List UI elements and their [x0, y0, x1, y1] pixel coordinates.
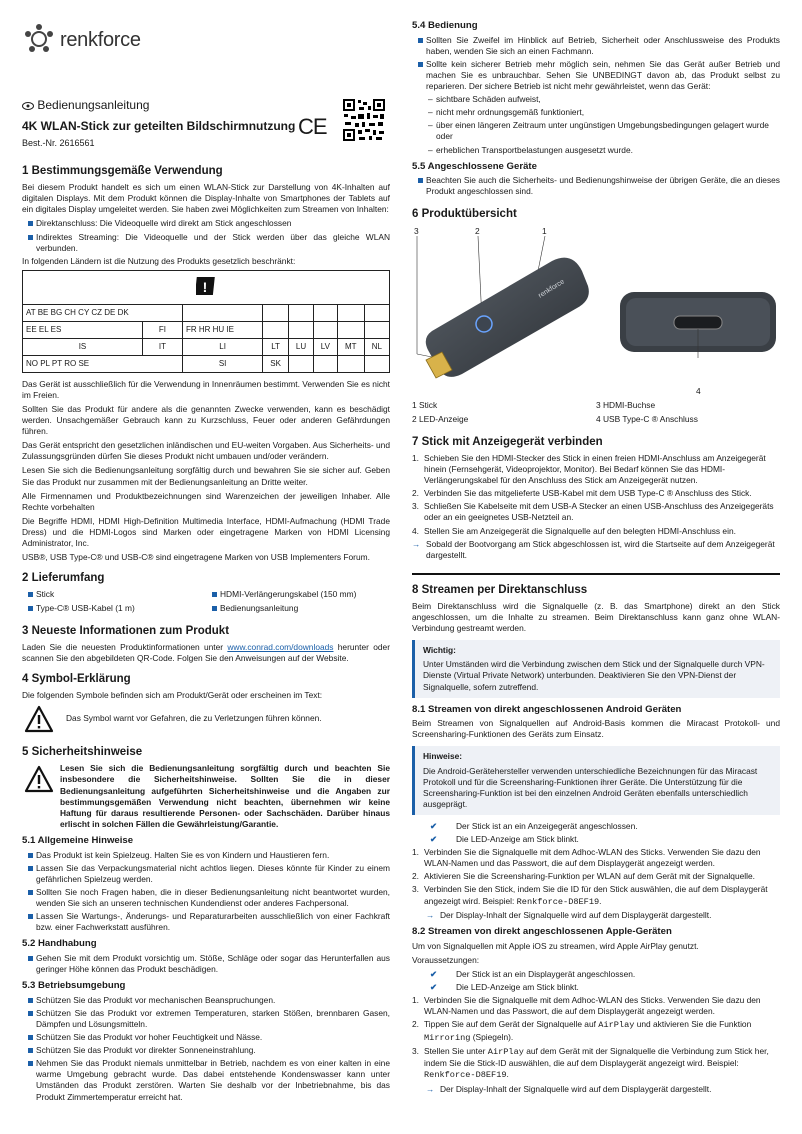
manual-label: Bedienungsanleitung — [37, 98, 150, 112]
restriction-symbol-cell — [23, 270, 390, 304]
step-text: Verbinden Sie das mitgelieferte USB-Kabel mit dem USB Type-C ® Anschluss des Stick. — [424, 488, 752, 499]
note-text: Die Android-Gerätehersteller verwenden unterschiedliche Bezeichnungen für das Miracast Protokoll und für die Screensharing-Funktionen ihrer Geräte. Die Unterstützung für die Screensharing-Funktion ist bei den einzelnen Android Geräten ebenfalls unterschiedlich ausgeprägt. — [423, 765, 758, 809]
table-cell — [337, 321, 364, 338]
table-cell — [182, 304, 262, 321]
step-text: Verbinden Sie die Signalquelle mit dem Adhoc-WLAN des Sticks. Verwenden Sie dazu den WLAN-Namen und das Passwort, die auf dem Displaygerät angezeigt werden. — [424, 994, 761, 1017]
table-cell — [263, 304, 289, 321]
result-item — [412, 910, 780, 921]
step-item: 2. Verbinden Sie das mitgelieferte USB-Kabel mit dem USB Type-C ® Anschluss des Stick. — [412, 488, 752, 499]
paragraph: Um von Signalquellen mit Apple iOS zu streamen, wird Apple AirPlay genutzt. — [412, 940, 699, 951]
section-title: 2 Lieferumfang — [22, 572, 105, 585]
paragraph: Das Gerät entspricht den gesetzlichen inländischen und EU-weiten Vorgaben. Aus Sicherheits- und Zulassungsgründen dürfen Sie dieses Produkt nicht umbauen und/oder verändern. — [22, 440, 390, 462]
checkmark-icon: ✔ — [430, 834, 438, 845]
table-cell — [288, 355, 313, 372]
legend-item: 1 Stick — [412, 399, 438, 410]
table-cell — [288, 321, 313, 338]
legend-item: 4 USB Type-C ® Anschluss — [596, 413, 698, 424]
subsection-title: 8.1 Streamen von direkt angeschlossenen Android Geräten — [412, 703, 682, 715]
check-item — [412, 821, 780, 832]
hint-note — [412, 746, 780, 814]
result-item — [412, 1084, 780, 1095]
result-item — [412, 539, 780, 561]
note-title: Hinweise: — [423, 751, 463, 762]
table-cell: LU — [288, 338, 313, 355]
list-item: Direktanschluss: Die Videoquelle wird direkt am Stick angeschlossen — [22, 218, 390, 229]
svg-text:!: ! — [202, 278, 208, 295]
table-cell: MT — [337, 338, 364, 355]
step-item: 2. Tippen Sie auf dem Gerät der Signalquelle auf AirPlay und aktivieren Sie die Funktion Mirroring (Spiegeln). — [412, 1019, 752, 1043]
table-cell: IS — [23, 338, 143, 355]
step-text: Schieben Sie den HDMI-Stecker des Stick in einen freien HDMI-Anschluss am Anzeigegerät hinein (Fernsehgerät, Videoprojektor, Monitor). Bei Bedarf können Sie das HDMI-Verlängerungskabel für den Anschluss des Stick am Anzeigegerät nutzen. — [424, 452, 766, 486]
table-cell — [337, 304, 364, 321]
section-title: 6 Produktübersicht — [412, 208, 517, 221]
list-item: Schützen Sie das Produkt vor hoher Feuchtigkeit und Nässe. — [22, 1032, 390, 1043]
check-item — [412, 969, 780, 980]
list-item: Nehmen Sie das Produkt niemals unmittelbar in Betrieb, nachdem es von einer kalten in eine warme Umgebung gebracht wurde. Das dabei entstehende Kondenswasser kann unter Umständen das Produkt zerstören. Warten Sie deshalb vor der Inbetriebnahme, bis das Produkt Zimmertemperatur erreicht hat. — [22, 1058, 390, 1102]
list-item: Sollten Sie Zweifel im Hinblick auf Betrieb, Sicherheit oder Anschlussweise des Produkts haben, wenden Sie sich an einen Fachmann. — [412, 35, 780, 57]
warning-triangle-icon — [24, 765, 54, 793]
delivery-contents — [22, 589, 390, 615]
list-item: Das Produkt ist kein Spielzeug. Halten Sie es von Kindern und Haustieren fern. — [22, 850, 390, 861]
legend-item: 3 HDMI-Buchse — [596, 399, 656, 410]
section-divider — [412, 573, 780, 575]
step-text: Verbinden Sie den Stick, indem Sie die ID für den Stick auswählen, die auf dem Displaygerät angezeigt wird. Beispiel: — [424, 884, 768, 906]
step-item: 1. Verbinden Sie die Signalquelle mit dem Adhoc-WLAN des Sticks. Verwenden Sie dazu den WLAN-Namen und das Passwort, die auf dem Displaygerät angezeigt werden. — [412, 847, 761, 869]
qr-code-icon[interactable] — [342, 98, 386, 142]
product-title: 4K WLAN-Stick zur geteilten Bildschirmnutzung — [22, 118, 296, 133]
note-title: Wichtig: — [423, 645, 456, 656]
table-cell — [263, 321, 289, 338]
check-text: Die LED-Anzeige am Stick blinkt. — [456, 981, 579, 992]
table-cell — [288, 304, 313, 321]
symbol-row — [22, 705, 390, 737]
manual-header — [22, 98, 390, 150]
step-text: Stellen Sie am Anzeigegerät die Signalquelle auf den belegten HDMI-Anschluss ein. — [424, 525, 736, 536]
callout-label: 2 — [475, 225, 480, 236]
table-cell: NL — [364, 338, 389, 355]
subsection-title: 5.4 Bedienung — [412, 20, 478, 31]
brand-name: renkforce — [60, 29, 141, 51]
table-cell — [364, 355, 389, 372]
check-text: Der Stick ist an ein Displaygerät angeschlossen. — [456, 968, 636, 979]
result-text: Der Display-Inhalt der Signalquelle wird auf dem Displaygerät dargestellt. — [440, 1083, 712, 1094]
callout-label: 4 — [696, 385, 701, 396]
step-item: 3. Stellen Sie unter AirPlay auf dem Gerät mit der Signalquelle die Verbindung zum Stick her, indem Sie die Stick-ID auswählen, die auf dem Displaygerät angezeigt wird. Beispiel: Renkforce-D8EF19. — [412, 1045, 769, 1081]
mono-term: AirPlay — [598, 1020, 635, 1031]
paragraph: Bei diesem Produkt handelt es sich um einen WLAN-Stick zur Darstellung von 4K-Inhalten auf digitalen Displays. Mit dem Produkt können die Display-Inhalte von Smartphones der Tablets auf ein digitales Display umgeleitet werden. Sie haben zwei Möglichkeiten zum Streamen von Inhalten: — [22, 182, 390, 215]
left-content — [22, 156, 390, 1105]
step-text: auf dem Gerät mit der Signalquelle die Verbindung zum Stick her, indem Sie die Stick-ID auswählen, die auf dem Displaygerät angezeigt wird. Beispiel: — [424, 1045, 769, 1069]
checkmark-icon: ✔ — [430, 968, 438, 979]
step-text: und aktivieren Sie die Funktion — [634, 1019, 752, 1030]
warning-description: Das Symbol warnt vor Gefahren, die zu Verletzungen führen können. — [66, 713, 322, 724]
step-text: Schließen Sie Kabelseite mit dem USB-A Stecker an einen USB-Anschluss des Anzeigegeräts oder an ein geeignetes USB-Netzteil an. — [424, 501, 774, 523]
step-item: 3. Schließen Sie Kabelseite mit dem USB-A Stecker an einen USB-Anschluss des Anzeigegeräts oder an ein geeignetes USB-Netzteil an. — [412, 501, 774, 523]
result-text: Sobald der Bootvorgang am Stick abgeschlossen ist, wird die Startseite auf dem Anzeigegerät dargestellt. — [426, 538, 775, 560]
mono-term: Mirroring — [424, 1032, 471, 1043]
step-text: Aktivieren Sie die Screensharing-Funktion per WLAN auf dem Gerät mit der Signalquelle. — [424, 871, 755, 882]
table-cell: NO PL PT RO SE — [23, 355, 183, 372]
paragraph: Alle Firmennamen und Produktbezeichnungen sind Warenzeichen der jeweiligen Inhaber. Alle Rechte vorbehalten — [22, 490, 390, 512]
section-title: 7 Stick mit Anzeigegerät verbinden — [412, 435, 603, 448]
list-item: Schützen Sie das Produkt vor direkter Sonneneinstrahlung. — [22, 1045, 390, 1056]
arrow-right-icon: → — [426, 1083, 435, 1094]
step-item: 1. Verbinden Sie die Signalquelle mit dem Adhoc-WLAN des Sticks. Verwenden Sie dazu den WLAN-Namen und das Passwort, die auf dem Displaygerät angezeigt werden. — [412, 994, 761, 1017]
list-item: Indirektes Streaming: Die Videoquelle und der Stick werden über das gleiche WLAN verbunden. — [22, 232, 390, 254]
subsection-title: 5.3 Betriebsumgebung — [22, 980, 126, 992]
important-note — [412, 640, 780, 697]
list-item: Sollte kein sicherer Betrieb mehr möglich sein, nehmen Sie das Gerät außer Betrieb und machen Sie es unbrauchbar. Sehen Sie UNBEDINGT davon ab, das Produkt selbst zu reparieren. Der sichere Betrieb ist nicht mehr gewährleistet, wenn das Gerät: — [412, 59, 780, 92]
step-text: Verbinden Sie die Signalquelle mit dem Adhoc-WLAN des Sticks. Verwenden Sie dazu den WLAN-Namen und das Passwort, die auf dem Displaygerät angezeigt werden. — [424, 847, 761, 869]
paragraph: Sollten Sie das Produkt für andere als die genannten Zwecke verwenden, kann es beschädigt werden. Unsachgemäßer Gebrauch kann zu Kurzschluss, Feuer oder anderen Gefährdungen führen. — [22, 404, 390, 437]
example-id: Renkforce-D8EF19 — [424, 1070, 507, 1081]
list-item: Beachten Sie auch die Sicherheits- und Bedienungshinweise der übrigen Geräte, die an dieses Produkt angeschlossen sind. — [412, 175, 780, 197]
table-cell: LV — [314, 338, 338, 355]
check-item — [412, 834, 780, 845]
callout-label: 3 — [414, 225, 419, 236]
eye-icon — [22, 102, 34, 110]
product-overview-figure — [412, 226, 780, 398]
check-text: Die LED-Anzeige am Stick blinkt. — [456, 834, 579, 845]
paragraph: Voraussetzungen: — [412, 954, 480, 965]
country-restrictions-table — [22, 270, 390, 373]
table-cell — [314, 355, 338, 372]
section-title: 5 Sicherheitshinweise — [22, 746, 143, 759]
step-text: (Spiegeln). — [470, 1031, 514, 1042]
table-cell: LT — [263, 338, 289, 355]
list-item: – über einen längeren Zeitraum unter ungünstigen Umgebungsbedingungen gelagert wurde oder — [412, 120, 780, 142]
renkforce-logo-icon — [22, 22, 56, 56]
section-title: 3 Neueste Informationen zum Produkt — [22, 624, 230, 637]
restriction-icon — [196, 275, 216, 297]
table-cell — [314, 321, 338, 338]
table-cell: FI — [142, 321, 182, 338]
paragraph: Beim Streamen von Signalquellen auf Android-Basis kommen die Miracast Protokoll- und Screensharing-Funktionen des Geräts zum Einsatz. — [412, 718, 780, 740]
safety-bold-text: Lesen Sie sich die Bedienungsanleitung sorgfältig durch und beachten Sie insbesondere die Sicherheitshinweise. Sollten Sie die in dieser Bedienungsanleitung aufgeführten Sicherheitshinweise und die Angaben zur bestimmungsgemäßen Verwendung nicht beachten, übernehmen wir keine Haftung für daraus resultierende Personen- oder Sachschäden. Darüber hinaus erlischt in solchen Fällen die Gewährleistung/Garantie. — [60, 763, 390, 829]
table-cell — [314, 304, 338, 321]
list-item: Stick — [22, 589, 206, 600]
list-item: Type-C® USB-Kabel (1 m) — [22, 603, 206, 614]
section-title: 8 Streamen per Direktanschluss — [412, 583, 588, 596]
check-item — [412, 982, 780, 993]
arrow-right-icon: → — [412, 538, 421, 549]
step-text: Tippen Sie auf dem Gerät der Signalquelle auf — [424, 1019, 599, 1030]
paragraph: Beim Direktanschluss wird die Signalquelle (z. B. das Smartphone) direkt an den Stick angeschlossen, um die Inhalte zu streamen. Beim Direktanschluss kann ganz ohne WLAN-Verbindung gestreamt werden. — [412, 600, 780, 634]
list-item: Schützen Sie das Produkt vor extremen Temperaturen, starken Stößen, brennbaren Gasen, Dämpfen und Lösungsmitteln. — [22, 1008, 390, 1030]
ce-mark: CE — [298, 114, 327, 139]
table-cell — [337, 355, 364, 372]
table-cell — [364, 321, 389, 338]
text: Laden Sie die neuesten Produktinformationen unter — [22, 641, 228, 652]
list-item: Bedienungsanleitung — [206, 603, 390, 614]
list-item: Lassen Sie Wartungs-, Änderungs- und Reparaturarbeiten ausschließlich von einer Fachkraft bzw. einer Fachwerkstatt ausführen. — [22, 911, 390, 933]
check-text: Der Stick ist an ein Anzeigegerät angeschlossen. — [456, 820, 638, 831]
safety-intro — [22, 763, 390, 830]
section-title: 4 Symbol-Erklärung — [22, 672, 131, 685]
step-item: 3. Verbinden Sie den Stick, indem Sie die ID für den Stick auswählen, die auf dem Displaygerät angezeigt wird. Beispiel: Renkforce-D8EF19. — [412, 884, 768, 907]
stick-image — [412, 236, 597, 386]
step-item: 4. Stellen Sie am Anzeigegerät die Signalquelle auf den belegten HDMI-Anschluss ein. — [412, 525, 736, 536]
result-text: Der Display-Inhalt der Signalquelle wird auf dem Displaygerät dargestellt. — [440, 909, 712, 920]
manual-label-row — [22, 98, 390, 114]
stick-end-image — [618, 286, 778, 358]
callout-label: 1 — [542, 225, 547, 236]
table-cell: AT BE BG CH CY CZ DE DK — [23, 304, 183, 321]
step-item: 1. Schieben Sie den HDMI-Stecker des Stick in einen freien HDMI-Anschluss am Anzeigegerät hinein (Fernsehgerät, Videoprojektor, Monitor). Bei Bedarf können Sie das HDMI-Verlängerungskabel für den Anschluss des Stick am Anzeigegerät nutzen. — [412, 452, 766, 486]
paragraph: In folgenden Ländern ist die Nutzung des Produkts gesetzlich beschränkt: — [22, 255, 296, 266]
right-content — [412, 16, 780, 1097]
checkmark-icon: ✔ — [430, 820, 438, 831]
table-cell: LI — [182, 338, 262, 355]
subsection-title: 5.2 Handhabung — [22, 938, 97, 950]
list-item: – sichtbare Schäden aufweist, — [412, 94, 780, 105]
list-item: Lassen Sie das Verpackungsmaterial nicht achtlos liegen. Dieses könnte für Kinder zu einem gefährlichen Spielzeug werden. — [22, 863, 390, 885]
paragraph: USB®, USB Type-C® und USB-C® sind eingetragene Marken von USB Implementers Forum. — [22, 552, 370, 563]
legend-item: 2 LED-Anzeige — [412, 413, 469, 424]
note-text: Unter Umständen wird die Verbindung zwischen dem Stick und der Signalquelle durch VPN-Dienste (Virtual Private Network) unterbunden. Deaktivieren Sie den VPN-Dienst der Signalquelle, sofern zutreffend. — [423, 659, 765, 692]
warning-triangle-icon — [24, 705, 54, 733]
subsection-title: 8.2 Streamen von direkt angeschlossenen Apple-Geräten — [412, 925, 672, 937]
list-item: – nicht mehr ordnungsgemäß funktioniert, — [412, 107, 780, 118]
brand-logo — [22, 22, 182, 58]
list-item: Gehen Sie mit dem Produkt vorsichtig um. Stöße, Schläge oder sogar das Herunterfallen aus geringer Höhe können das Produkt beschädigen. — [22, 953, 390, 975]
paragraph — [22, 642, 390, 664]
subsection-title: 5.5 Angeschlossene Geräte — [412, 160, 537, 172]
checkmark-icon: ✔ — [430, 981, 438, 992]
example-id: Renkforce-D8EF19 — [516, 896, 600, 907]
list-item: Schützen Sie das Produkt vor mechanischen Beanspruchungen. — [22, 995, 390, 1006]
paragraph: Das Gerät ist ausschließlich für die Verwendung in Innenräumen bestimmt. Verwenden Sie es nicht im Freien. — [22, 378, 390, 400]
stick-brand-text: renkforce — [537, 277, 566, 300]
paragraph: Die folgenden Symbole befinden sich am Produkt/Gerät oder erscheinen im Text: — [22, 690, 323, 701]
table-cell: EE EL ES — [23, 321, 143, 338]
list-item: Sollten Sie noch Fragen haben, die in dieser Bedienungsanleitung nicht beantwortet wurden, wenden Sie sich an unseren technischen Kundendienst oder anderes Fachpersonal. — [22, 887, 390, 909]
step-text: Stellen Sie unter — [424, 1045, 488, 1056]
order-number: Best.-Nr. 2616561 — [22, 137, 95, 148]
paragraph: Lesen Sie sich die Bedienungsanleitung sorgfältig durch und bewahren Sie sie sicher auf. Geben Sie das Produkt nur zusammen mit der Bedienungsanleitung an Dritte weiter. — [22, 465, 390, 487]
table-cell: FR HR HU IE — [182, 321, 262, 338]
list-item: HDMI-Verlängerungskabel (150 mm) — [206, 589, 390, 600]
section-title: 1 Bestimmungsgemäße Verwendung — [22, 165, 223, 177]
table-cell: SI — [182, 355, 262, 372]
table-cell: SK — [263, 355, 289, 372]
subsection-title: 5.1 Allgemeine Hinweise — [22, 834, 134, 846]
list-item: – erheblichen Transportbelastungen ausgesetzt wurde. — [412, 145, 780, 156]
paragraph: Die Begriffe HDMI, HDMI High-Definition Multimedia Interface, HDMI-Aufmachung (HDMI Trade Dress) und die HDMI-Logos sind Marken oder eingetragene Marken von HDMI Licensing Administrator, Inc. — [22, 515, 390, 549]
arrow-right-icon: → — [426, 909, 435, 920]
text: herunter oder scannen Sie den abgebildeten QR-Code. Folgen Sie den Anweisungen auf der Website. — [22, 641, 390, 663]
overview-legend — [412, 400, 780, 425]
downloads-link[interactable]: www.conrad.com/downloads — [227, 641, 334, 652]
table-cell — [364, 304, 389, 321]
mono-term: AirPlay — [487, 1046, 524, 1057]
step-item: 2. Aktivieren Sie die Screensharing-Funktion per WLAN auf dem Gerät mit der Signalquelle. — [412, 871, 755, 882]
table-cell: IT — [142, 338, 182, 355]
